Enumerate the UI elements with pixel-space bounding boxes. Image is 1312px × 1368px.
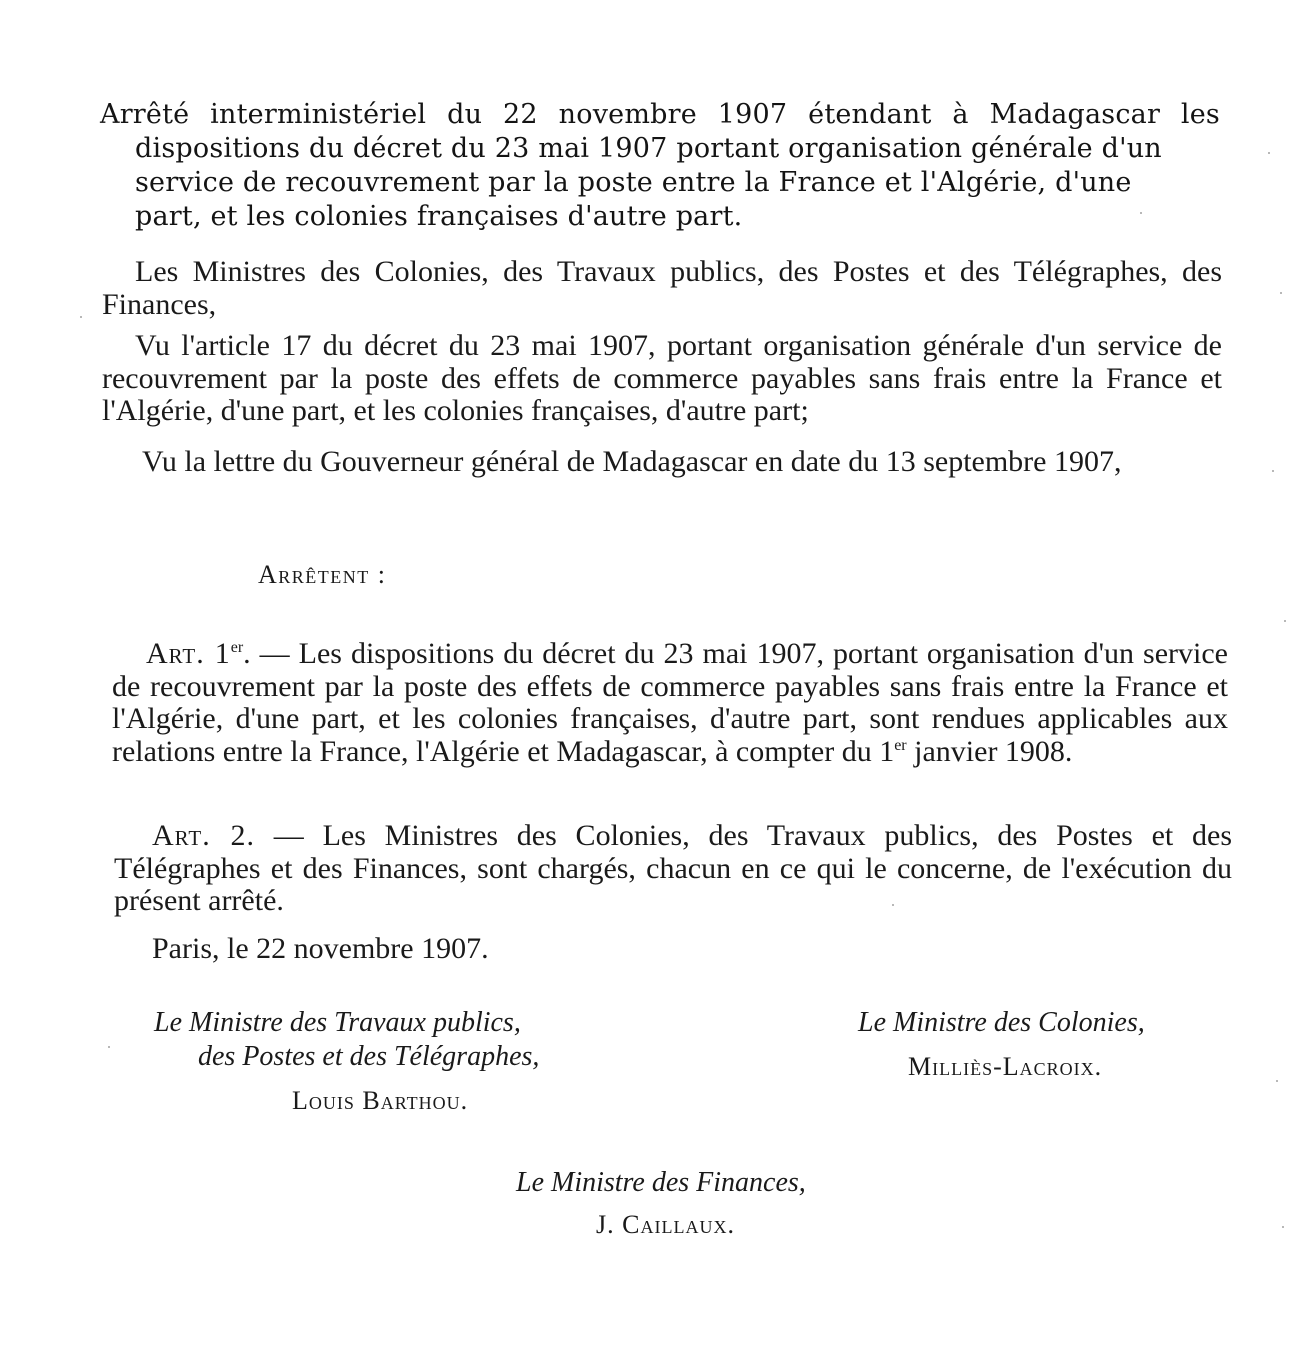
scan-speck [1280,292,1282,294]
paragraph-vu-lettre: Vu la lettre du Gouverneur général de Madagascar en date du 13 septembre 1907, [142,445,1122,478]
signature-travaux-name: Louis Barthou. [292,1086,469,1115]
article-2-text: — Les Ministres des Colonies, des Travaux publics, des Postes et des Télégraphes et des Finances, sont chargés, chacun en ce qui le concerne, de l'exécution du présent arrêté. [114,819,1232,917]
paragraph-vu-article: Vu l'article 17 du décret du 23 mai 1907, portant organisation générale d'un service de recouvrement par la poste des effets de commerce payables sans frais entre la France et l'Algérie, d'une part, et les colonies françaises, d'autre part; [102,329,1222,427]
article-2 [114,820,1232,918]
signature-travaux-title-2: des Postes et des Télégraphes, [198,1041,540,1072]
article-1-text-a: . — Les dispositions du décret du 23 mai 1907, portant organisation d'un service de recouvrement par la poste des effets de commerce payables sans frais entre la France et l'Algérie, d'une part, et les colonies françaises, d'autre part, sont rendues applicables aux relations entre la France, l'Algérie et Madagascar, à compter du 1 [112,637,1228,768]
scan-speck [1284,620,1286,622]
signature-finances-name: J. Caillaux. [596,1210,735,1239]
scan-speck [80,316,82,318]
place-date: Paris, le 22 novembre 1907. [152,932,489,965]
scan-speck [1272,470,1274,472]
article-1-sup: er [230,639,244,656]
scan-speck [1268,152,1270,154]
article-1-text-b: janvier 1908. [906,734,1073,768]
title-line-3: service de recouvrement par la poste entre la France et l'Algérie, d'une [135,167,1132,198]
scan-speck [108,1046,110,1048]
arretent-heading: Arrêtent : [258,560,387,589]
scan-speck [1282,1226,1284,1228]
title-line-1: Arrêté interministériel du 22 novembre 1907 étendant à Madagascar les [100,99,1220,130]
signature-finances-title: Le Ministre des Finances, [516,1167,806,1198]
article-2-label: Art. 2. [152,819,256,852]
title-line-2: dispositions du décret du 23 mai 1907 portant organisation générale d'un [135,133,1162,164]
document-title [100,98,1220,234]
title-line-4: part, et les colonies françaises d'autre part. [135,201,743,232]
paragraph-ministres: Les Ministres des Colonies, des Travaux publics, des Postes et des Télégraphes, des Finances, [102,255,1222,321]
signature-colonies-name: Milliès-Lacroix. [908,1052,1103,1081]
article-1 [112,638,1228,768]
signature-colonies-title: Le Ministre des Colonies, [858,1007,1145,1038]
article-1-label: Art. 1 [146,637,231,670]
scan-speck [1140,212,1142,214]
article-1-sup-2: er [894,736,907,754]
scan-speck [892,904,894,906]
signature-travaux-title-1: Le Ministre des Travaux publics, [154,1007,521,1038]
scan-speck [1276,1080,1278,1082]
